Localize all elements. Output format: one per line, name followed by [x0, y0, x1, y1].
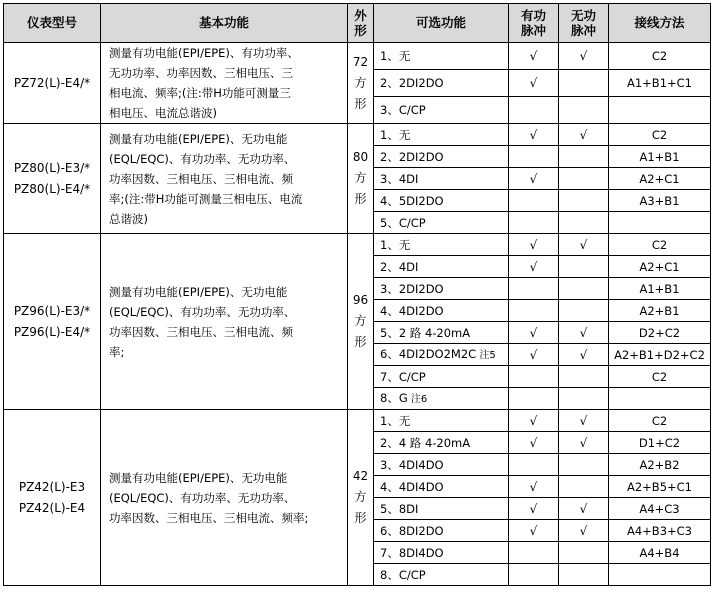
option-cell: [374, 410, 509, 432]
active-pulse-cell: [509, 190, 559, 212]
option-label: 2、4DI: [380, 259, 419, 274]
wiring-cell: [609, 344, 711, 366]
shape-text: 形: [354, 192, 367, 206]
reactive-pulse-cell: [559, 256, 609, 278]
reactive-pulse-cell: [559, 43, 609, 70]
reactive-pulse-check: √: [579, 127, 588, 142]
wiring-cell: [609, 168, 711, 190]
shape-text: 形: [354, 511, 367, 525]
active-pulse-check: √: [529, 479, 538, 494]
option-label: 4、4DI2DO: [380, 303, 444, 318]
active-pulse-cell: [509, 212, 559, 234]
reactive-pulse-check: √: [579, 435, 588, 450]
wiring-value: C2: [651, 413, 668, 428]
header-reactive-line2: 脉冲: [570, 23, 596, 38]
reactive-pulse-cell: [559, 124, 609, 146]
reactive-pulse-check: √: [579, 501, 588, 516]
shape-cell: [348, 43, 374, 124]
wiring-value: D1+C2: [638, 435, 681, 450]
wiring-value: A2+C1: [639, 259, 680, 274]
wiring-value: A1+B1+C1: [626, 76, 692, 90]
active-pulse-check: √: [529, 171, 538, 186]
shape-text: 方: [354, 314, 367, 328]
header-shape-line2: 形: [354, 23, 367, 38]
option-cell: [374, 300, 509, 322]
active-pulse-check: √: [529, 49, 538, 63]
wiring-cell: [609, 410, 711, 432]
active-pulse-cell: [509, 542, 559, 564]
option-note: 注6: [407, 393, 428, 405]
active-pulse-check: √: [529, 259, 538, 274]
shape-text: 42: [352, 469, 369, 483]
table-row: [4, 43, 711, 70]
option-label: 7、C/CP: [380, 369, 426, 384]
header-reactive-line1: 无功: [570, 8, 596, 23]
active-pulse-check: √: [529, 347, 538, 362]
active-pulse-cell: [509, 432, 559, 454]
function-text-line: 测量有功电能(EPI/EPE)、无功电能: [109, 131, 288, 146]
option-label: 8、C/CP: [380, 567, 426, 582]
active-pulse-cell: [509, 234, 559, 256]
model-cell: [4, 124, 101, 234]
reactive-pulse-check: √: [579, 49, 588, 63]
reactive-pulse-cell: [559, 454, 609, 476]
option-label: 3、2DI2DO: [380, 281, 444, 296]
wiring-value: A4+B4: [639, 545, 680, 560]
active-pulse-cell: [509, 300, 559, 322]
active-pulse-cell: [509, 454, 559, 476]
active-pulse-cell: [509, 256, 559, 278]
wiring-cell: [609, 476, 711, 498]
model-name: PZ42(L)-E3: [18, 479, 86, 494]
header-active-pulse: [509, 4, 559, 43]
option-cell: [374, 146, 509, 168]
wiring-cell: [609, 454, 711, 476]
function-text-line: 测量有功电能(EPI/EPE)、无功电能: [109, 470, 288, 485]
active-pulse-cell: [509, 168, 559, 190]
function-text-line: 相电压、电流总谐波): [109, 106, 217, 120]
option-label: 3、C/CP: [380, 103, 426, 117]
table-row: [4, 410, 711, 432]
reactive-pulse-cell: [559, 212, 609, 234]
reactive-pulse-check: √: [579, 237, 588, 252]
function-text-line: 功率因数、三相电压、三相电流、频: [109, 171, 293, 186]
header-reactive-pulse: [559, 4, 609, 43]
active-pulse-check: √: [529, 435, 538, 450]
active-pulse-check: √: [529, 523, 538, 538]
option-label: 3、4DI4DO: [380, 457, 444, 472]
option-label: 6、8DI2DO: [380, 523, 444, 538]
function-text-line: 功率因数、三相电压、三相电流、频: [109, 324, 293, 339]
active-pulse-check: √: [529, 237, 538, 252]
reactive-pulse-check: √: [579, 325, 588, 340]
reactive-pulse-check: √: [579, 523, 588, 538]
active-pulse-cell: [509, 344, 559, 366]
function-text-line: (EQL/EQC)、有功功率、无功功率、: [109, 151, 296, 166]
wiring-value: A4+B3+C3: [626, 523, 692, 538]
option-label: 7、8DI4DO: [380, 545, 444, 560]
wiring-cell: [609, 190, 711, 212]
option-label: 3、4DI: [380, 171, 419, 186]
reactive-pulse-cell: [559, 410, 609, 432]
shape-cell: [348, 410, 374, 586]
option-cell: [374, 344, 509, 366]
reactive-pulse-cell: [559, 520, 609, 542]
wiring-value: C2: [651, 127, 668, 142]
reactive-pulse-cell: [559, 168, 609, 190]
wiring-cell: [609, 234, 711, 256]
option-label: 1、无: [380, 413, 411, 428]
active-pulse-cell: [509, 124, 559, 146]
option-cell: [374, 97, 509, 124]
model-cell: [4, 234, 101, 410]
option-cell: [374, 498, 509, 520]
function-text-line: 无功功率、功率因数、三相电压、三: [109, 66, 293, 80]
wiring-cell: [609, 366, 711, 388]
wiring-cell: [609, 388, 711, 410]
option-label: 2、4 路 4-20mA: [380, 435, 471, 450]
shape-text: 形: [354, 96, 367, 111]
active-pulse-cell: [509, 97, 559, 124]
active-pulse-check: √: [529, 76, 538, 90]
active-pulse-cell: [509, 146, 559, 168]
option-note: 注5: [476, 349, 496, 361]
option-label: 2、2DI2DO: [380, 149, 444, 164]
table-row: [4, 234, 711, 256]
function-text-line: 相电流、频率;(注:带H功能可测量三: [109, 86, 291, 100]
wiring-value: A4+C3: [639, 501, 680, 516]
reactive-pulse-cell: [559, 70, 609, 97]
model-name: PZ42(L)-E4: [18, 500, 86, 515]
option-label: 8、G: [380, 390, 408, 405]
reactive-pulse-cell: [559, 322, 609, 344]
header-row: [4, 4, 711, 43]
active-pulse-cell: [509, 70, 559, 97]
option-cell: [374, 388, 509, 410]
reactive-pulse-cell: [559, 300, 609, 322]
function-text-line: 测量有功电能(EPI/EPE)、无功电能: [109, 284, 288, 299]
option-cell: [374, 190, 509, 212]
wiring-cell: [609, 564, 711, 586]
option-cell: [374, 43, 509, 70]
wiring-value: A2+C1: [639, 171, 680, 186]
active-pulse-cell: [509, 278, 559, 300]
wiring-cell: [609, 146, 711, 168]
table-body: [4, 43, 711, 586]
reactive-pulse-cell: [559, 388, 609, 410]
shape-text: 80: [352, 150, 369, 164]
active-pulse-cell: [509, 476, 559, 498]
wiring-value: A3+B1: [639, 193, 680, 208]
header-shape-line1: 外: [354, 8, 367, 23]
basic-function-cell: [101, 234, 348, 410]
option-cell: [374, 432, 509, 454]
wiring-value: A2+B2: [639, 457, 680, 472]
function-text-line: 总谐波): [109, 211, 148, 226]
basic-function-cell: [101, 43, 348, 124]
wiring-cell: [609, 212, 711, 234]
wiring-cell: [609, 70, 711, 97]
option-cell: [374, 234, 509, 256]
active-pulse-cell: [509, 366, 559, 388]
reactive-pulse-cell: [559, 366, 609, 388]
wiring-value: A2+B1+D2+C2: [614, 347, 705, 362]
wiring-value: A2+B5+C1: [626, 479, 692, 494]
reactive-pulse-cell: [559, 146, 609, 168]
header-wiring: 接线方法: [609, 4, 711, 43]
option-label: 4、5DI2DO: [380, 193, 444, 208]
header-basic-function: 基本功能: [101, 4, 348, 43]
wiring-cell: [609, 124, 711, 146]
active-pulse-cell: [509, 520, 559, 542]
wiring-cell: [609, 300, 711, 322]
wiring-value: A2+B1: [639, 303, 680, 318]
option-cell: [374, 124, 509, 146]
option-cell: [374, 256, 509, 278]
model-name: PZ96(L)-E3/*: [13, 303, 91, 318]
reactive-pulse-check: √: [579, 347, 588, 362]
reactive-pulse-cell: [559, 344, 609, 366]
model-name: PZ80(L)-E4/*: [13, 181, 91, 196]
option-label: 5、2 路 4-20mA: [380, 325, 471, 340]
table-row: [4, 124, 711, 146]
model-cell: [4, 410, 101, 586]
wiring-value: D2+C2: [638, 325, 681, 340]
shape-text: 72: [352, 54, 369, 69]
shape-cell: [348, 124, 374, 234]
header-active-line1: 有功: [520, 8, 546, 23]
meter-spec-table: [3, 3, 711, 586]
basic-function-cell: [101, 124, 348, 234]
option-label: 4、4DI4DO: [380, 479, 444, 494]
option-label: 1、无: [380, 49, 411, 63]
wiring-cell: [609, 97, 711, 124]
header-optional-function: 可选功能: [374, 4, 509, 43]
basic-function-cell: [101, 410, 348, 586]
active-pulse-cell: [509, 388, 559, 410]
option-cell: [374, 70, 509, 97]
reactive-pulse-cell: [559, 190, 609, 212]
wiring-cell: [609, 278, 711, 300]
wiring-cell: [609, 520, 711, 542]
wiring-value: A1+B1: [639, 281, 680, 296]
wiring-cell: [609, 432, 711, 454]
option-label: 2、2DI2DO: [380, 76, 444, 90]
wiring-value: A1+B1: [639, 149, 680, 164]
model-name: PZ72(L)-E4/*: [13, 75, 91, 90]
shape-text: 96: [352, 293, 369, 307]
function-text-line: 测量有功电能(EPI/EPE)、有功功率、: [109, 46, 299, 60]
wiring-value: C2: [651, 237, 668, 252]
active-pulse-check: √: [529, 413, 538, 428]
active-pulse-cell: [509, 498, 559, 520]
active-pulse-cell: [509, 410, 559, 432]
function-text-line: 功率因数、三相电压、三相电流、频率;: [109, 510, 309, 525]
function-text-line: (EQL/EQC)、有功功率、无功功率、: [109, 490, 296, 505]
reactive-pulse-check: √: [579, 413, 588, 428]
wiring-cell: [609, 542, 711, 564]
shape-cell: [348, 234, 374, 410]
wiring-cell: [609, 43, 711, 70]
option-label: 6、4DI2DO2M2C: [380, 346, 477, 361]
reactive-pulse-cell: [559, 97, 609, 124]
wiring-cell: [609, 322, 711, 344]
option-cell: [374, 564, 509, 586]
header-shape: [348, 4, 374, 43]
active-pulse-check: √: [529, 127, 538, 142]
option-cell: [374, 278, 509, 300]
model-cell: [4, 43, 101, 124]
reactive-pulse-cell: [559, 234, 609, 256]
reactive-pulse-cell: [559, 476, 609, 498]
reactive-pulse-cell: [559, 432, 609, 454]
active-pulse-cell: [509, 564, 559, 586]
option-cell: [374, 322, 509, 344]
option-label: 1、无: [380, 127, 411, 142]
model-name: PZ80(L)-E3/*: [13, 160, 91, 175]
option-cell: [374, 168, 509, 190]
active-pulse-cell: [509, 43, 559, 70]
function-text-line: 率;: [109, 344, 125, 359]
shape-text: 方: [354, 171, 367, 185]
active-pulse-cell: [509, 322, 559, 344]
wiring-value: C2: [651, 369, 668, 384]
spec-table-wrapper: [3, 3, 711, 586]
reactive-pulse-cell: [559, 278, 609, 300]
shape-text: 方: [354, 75, 367, 90]
reactive-pulse-cell: [559, 542, 609, 564]
option-cell: [374, 520, 509, 542]
shape-text: 方: [354, 490, 367, 504]
option-cell: [374, 454, 509, 476]
reactive-pulse-cell: [559, 498, 609, 520]
option-cell: [374, 212, 509, 234]
active-pulse-check: √: [529, 325, 538, 340]
function-text-line: 率;(注:带H功能可测量三相电压、电流: [109, 191, 303, 206]
reactive-pulse-cell: [559, 564, 609, 586]
option-label: 1、无: [380, 237, 411, 252]
option-cell: [374, 476, 509, 498]
option-cell: [374, 366, 509, 388]
wiring-cell: [609, 498, 711, 520]
option-cell: [374, 542, 509, 564]
shape-text: 形: [354, 335, 367, 349]
wiring-cell: [609, 256, 711, 278]
option-label: 5、8DI: [380, 501, 419, 516]
header-model: 仪表型号: [4, 4, 101, 43]
option-label: 5、C/CP: [380, 215, 426, 230]
active-pulse-check: √: [529, 501, 538, 516]
function-text-line: (EQL/EQC)、有功功率、无功功率、: [109, 304, 296, 319]
wiring-value: C2: [651, 49, 668, 63]
header-active-line2: 脉冲: [520, 23, 546, 38]
model-name: PZ96(L)-E4/*: [13, 324, 91, 339]
